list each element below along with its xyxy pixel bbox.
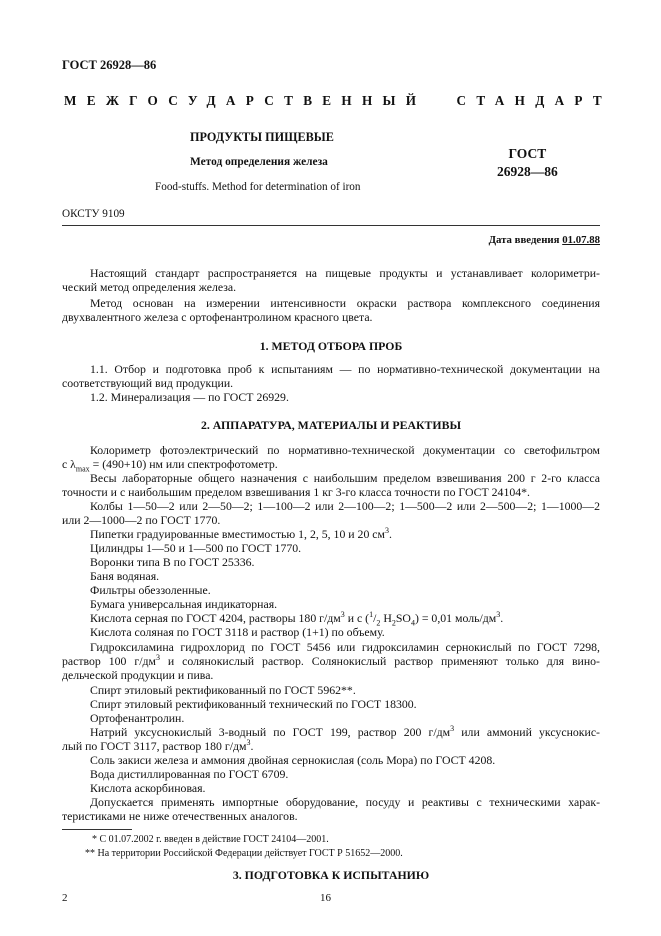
item-vesy: Весы лабораторные общего назначения с наибольшим пределом взвешивания 200 г 2-го класса точности и с наибольшим пределом взвешивания 1 кг 3-го класса точности по ГОСТ 24104*. [62, 471, 600, 500]
item-filtry: Фильтры обеззоленные. [90, 583, 211, 597]
item-ortofenantrolin: Ортофенантролин. [90, 711, 185, 725]
intro-paragraph-1: Настоящий стандарт распространяется на пищевые продукты и устанавливает колориметри- ческий метод определения железа. [62, 266, 600, 295]
intro-date-label: Дата введения [488, 234, 560, 246]
document-title: ПРОДУКТЫ ПИЩЕВЫЕ [190, 130, 334, 144]
gost-number: 26928—86 [497, 164, 558, 179]
item-spirt-2: Спирт этиловый ректификованный технический по ГОСТ 18300. [90, 697, 417, 711]
item-gidroksilamin: Гидроксиламина гидрохлорид по ГОСТ 5456 или гидроксиламин сернокислый по ГОСТ 7298, раствор 100 $г/дм^3$ и солянокислый раствор. Солянокислый раствор применяют только для вино- дельческой продукции и пива. [62, 640, 600, 683]
section-1-paragraph-2: 1.2. Минерализация — по ГОСТ 26929. [90, 390, 289, 404]
okstu-code: ОКСТУ 9109 [62, 208, 125, 220]
item-askorbin: Кислота аскорбиновая. [90, 781, 206, 795]
item-natriy: Натрий уксуснокислый 3-водный по ГОСТ 199, раствор 200 $г/дм^3$ или аммоний уксуснокис- лый по ГОСТ 3117, раствор 180 $г/дм^3$. [62, 724, 600, 754]
banner-right-word: СТАНДАРТ [456, 93, 612, 108]
document-title-english: Food-stuffs. Method for determination of iron [155, 181, 361, 193]
item-voronki: Воронки типа В по ГОСТ 25336. [90, 555, 255, 569]
gost-designation-block [497, 145, 558, 181]
item-cilindry: Цилиндры 1—50 и 1—500 по ГОСТ 1770. [90, 541, 302, 555]
header-divider [62, 225, 600, 226]
footnote-2: ** На территории Российской Федерации действует ГОСТ Р 51652—2000. [85, 848, 403, 859]
document-subtitle: Метод определения железа [190, 156, 328, 168]
footnote-1: * С 01.07.2002 г. введен в действие ГОСТ 24104—2001. [92, 834, 329, 845]
item-voda: Вода дистиллированная по ГОСТ 6709. [90, 767, 289, 781]
item-bumaga: Бумага универсальная индикаторная. [90, 597, 278, 611]
item-kislota-solyanaya: Кислота соляная по ГОСТ 3118 и раствор (1+1) по объему. [90, 625, 385, 639]
item-banya: Баня водяная. [90, 569, 160, 583]
intro-paragraph-2: Метод основан на измерении интенсивности окраски раствора комплексного соединения двухвалентного железа с ортофенантролином красного цвета. [62, 296, 600, 325]
section-2-heading: 2. АППАРАТУРА, МАТЕРИАЛЫ И РЕАКТИВЫ [200, 418, 462, 432]
item-kolby: Колбы 1—50—2 или 2—50—2; 1—100—2 или 2—100—2; 1—500—2 или 2—500—2; 1—1000—2 или 2—1000—2 по ГОСТ 1770. [62, 499, 600, 528]
gost-label: ГОСТ [508, 146, 547, 161]
item-sol-mora: Соль закиси железа и аммония двойная сернокислая (соль Мора) по ГОСТ 4208. [90, 753, 496, 767]
item-pipetki: Пипетки градуированные вместимостью 1, 2, 5, 10 и 20 $см^3$. [90, 526, 392, 541]
item-spirt-1: Спирт этиловый ректификованный по ГОСТ 5962**. [90, 683, 356, 697]
page-number-left: 2 [62, 892, 68, 904]
section-3-heading: 3. ПОДГОТОВКА К ИСПЫТАНИЮ [232, 868, 430, 882]
intro-date-value: 01.07.88 [562, 234, 600, 246]
item-dopusk: Допускается применять импортные оборудование, посуду и реактивы с техническими харак- теристиками не ниже отечественных аналогов. [62, 795, 600, 824]
section-1-heading: 1. МЕТОД ОТБОРА ПРОБ [259, 339, 403, 353]
page-number-center: 16 [320, 892, 331, 904]
banner-left-word: МЕЖГОСУДАРСТВЕННЫЙ [64, 93, 427, 108]
item-kislota-sernaya: Кислота серная по ГОСТ 4204, растворы 180 $г/дм^3$ и с ($^1/_2$ $H_2SO_4) = 0,01$ моль/$дм^3$. [90, 610, 504, 628]
item-kolorimetr: Колориметр фотоэлектрический по нормативно-технической документации со светофильтром с $\lambda_{max} = (490+10)$ нм или спектрофотометр. [62, 443, 600, 474]
section-1-paragraph-1: 1.1. Отбор и подготовка проб к испытаниям — по нормативно-технической документации на соответствующий вид продукции. [62, 362, 600, 391]
intro-date [489, 234, 600, 246]
footnote-divider [62, 829, 132, 830]
header-gost-code: ГОСТ 26928—86 [62, 58, 157, 72]
